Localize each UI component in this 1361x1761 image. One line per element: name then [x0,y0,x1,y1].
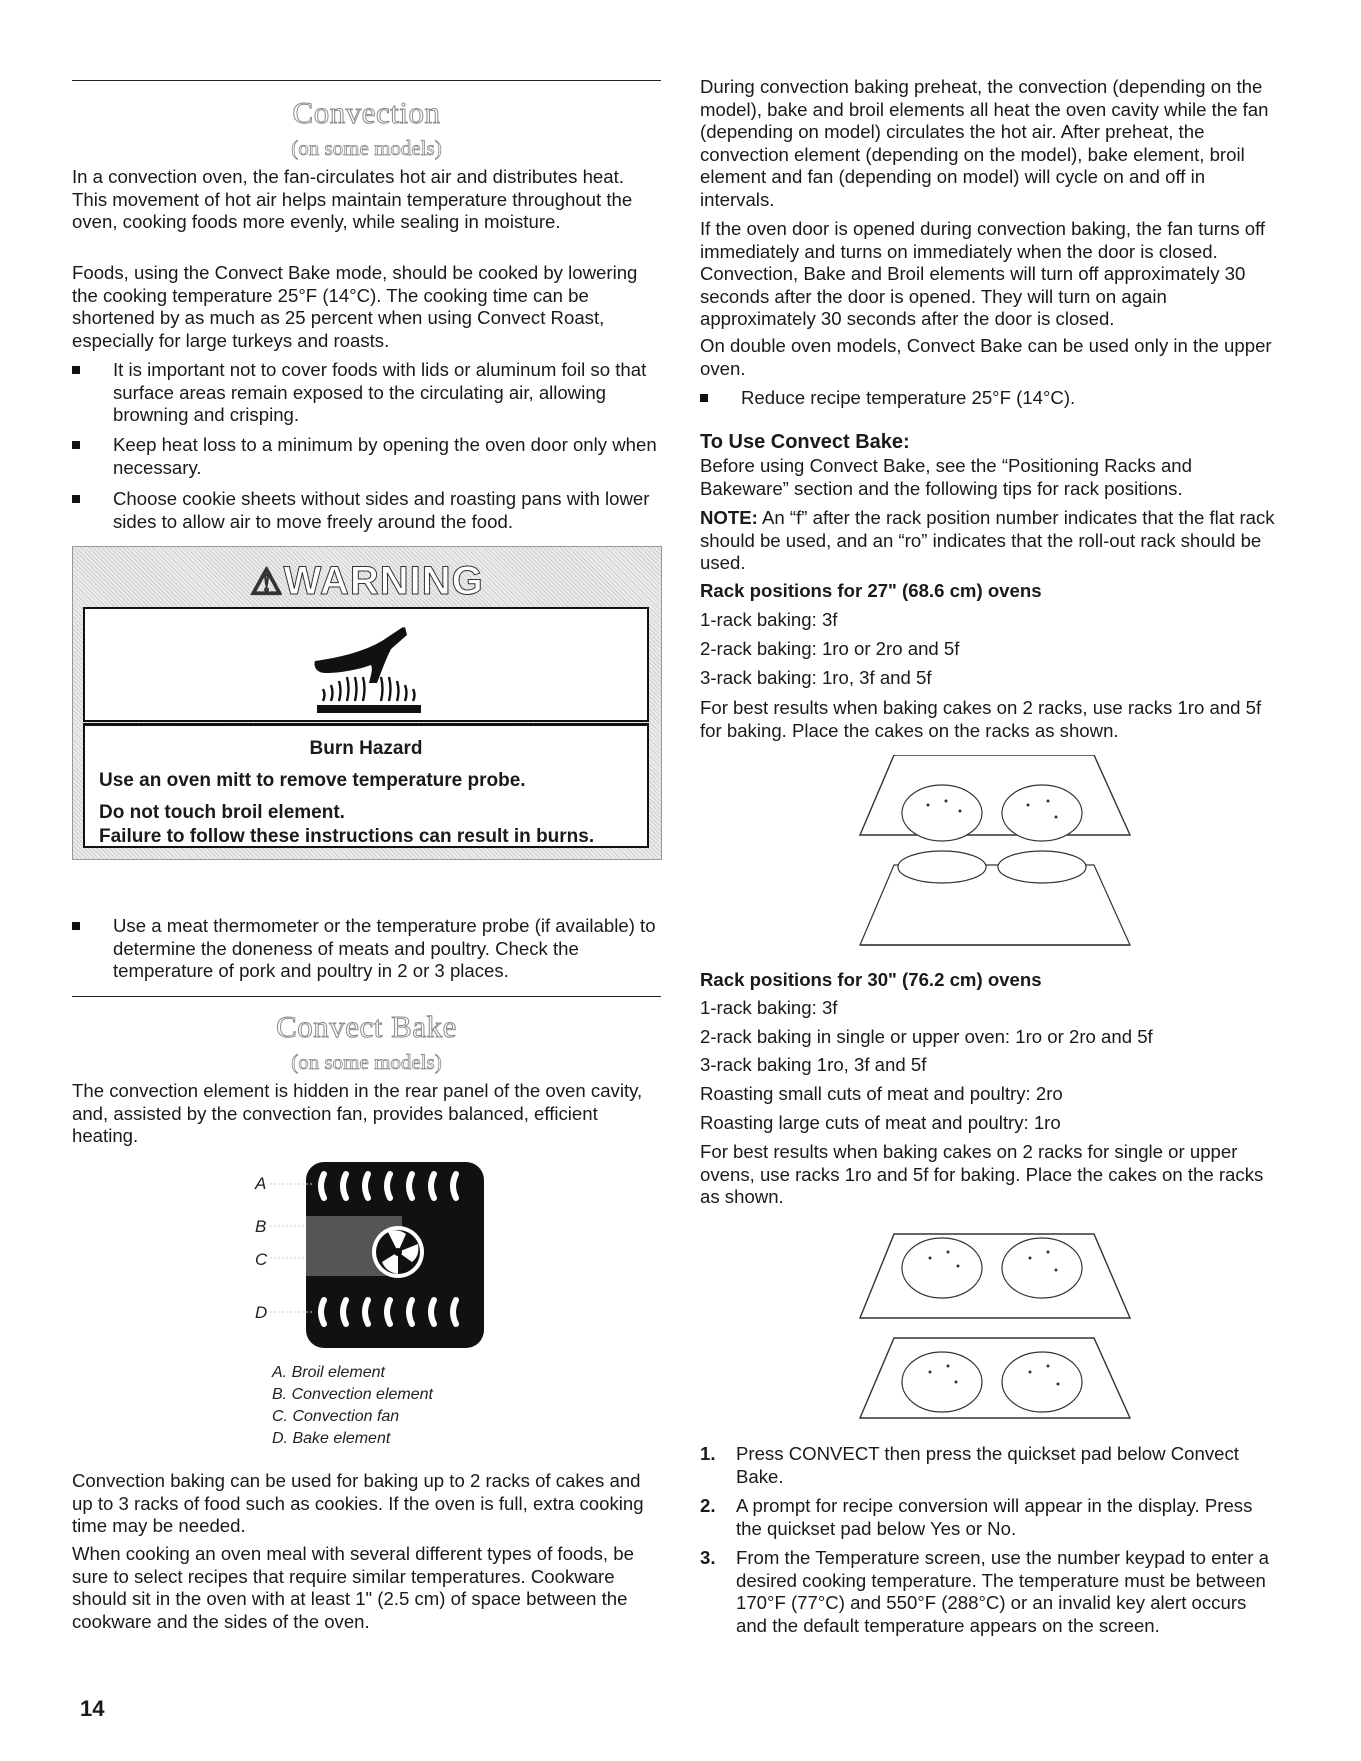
bullet-square-icon [700,394,708,402]
warning-line: Do not touch broil element. [99,802,345,823]
to-use-heading: To Use Convect Bake: [700,431,910,453]
section-rule [72,80,661,81]
bullet-text: It is important not to cover foods with lids or aluminum foil so that surface areas remain exposed to the circulating air, allowing browning and crisping. [113,359,647,425]
label-c: C [255,1250,268,1269]
convection-subtitle: (on some models) [291,136,442,160]
bullet-square-icon [72,495,80,503]
convection-paragraph-1: In a convection oven, the fan-circulates hot air and distributes heat. This movement of hot air helps maintain temperature throughout the oven, cooking foods more evenly, while sealing in moisture. [72,166,633,232]
step-number: 1. [700,1443,716,1464]
bullet-text: Use a meat thermometer or the temperature probe (if available) to determine the doneness of meats and poultry. Check the temperature of pork and poultry in 2 or 3 places. [113,915,656,981]
warning-title-text: WARNING [283,559,484,603]
rack30-line: 2-rack baking in single or upper oven: 1ro or 2ro and 5f [700,1026,1153,1047]
legend-item: C. Convection fan [272,1408,400,1425]
label-a: A [255,1174,267,1193]
convect-bake-subtitle: (on some models) [291,1050,442,1074]
legend-item: D. Bake element [272,1430,391,1447]
list-item [72,359,661,427]
convect-bake-paragraph-1: The convection element is hidden in the rear panel of the oven cavity, and, assisted by the convection fan, provides balanced, efficient heating. [72,1080,643,1146]
step-text: A prompt for recipe conversion will appear in the display. Press the quickset pad below Yes or No. [736,1495,1253,1539]
rack-diagram-30 [850,1222,1140,1428]
step-number: 2. [700,1495,716,1516]
rack27-line: 2-rack baking: 1ro or 2ro and 5f [700,638,960,659]
warning-title [73,559,661,604]
rack30-line: 3-rack baking 1ro, 3f and 5f [700,1054,927,1075]
rack30-line: 1-rack baking: 3f [700,997,838,1018]
convection-title: Convection [292,95,441,130]
oven-elements-diagram [266,1160,486,1350]
list-item [72,488,661,533]
hot-hand-icon [85,609,647,720]
preheat-paragraph: During convection baking preheat, the convection (depending on the model), bake and broil elements all heat the oven cavity while the fan (depending on model) circulates the hot air. After preheat, the convection element (depending on the model), bake element, broil element and fan (depending on model) will cycle on and off in intervals. [700,76,1269,210]
label-d: D [255,1303,268,1322]
note-label: NOTE: [700,507,758,528]
convection-paragraph-2: Foods, using the Convect Bake mode, should be cooked by lowering the cooking temperature 25°F (14°C). The cooking time can be shortened by as much as 25 percent when using Convect Roast, especially for large turkeys and roasts. [72,262,638,351]
rack-diagram-27 [850,755,1140,955]
warning-triangle-icon: ⚠ [250,561,284,602]
door-paragraph: If the oven door is opened during convection baking, the fan turns off immediately and turns on immediately when the door is closed. Convection, Bake and Broil elements will turn off approximately 30 seconds after the door is opened. They will turn on again approximately 30 seconds after the door is closed. [700,218,1266,329]
list-item [72,915,661,983]
warning-text-panel [83,723,649,848]
convect-bake-paragraph-2: Convection baking can be used for baking up to 2 racks of cakes and up to 3 racks of food such as cookies. If the oven is full, extra cooking time may be needed. [72,1470,644,1536]
convect-bake-title: Convect Bake [276,1009,457,1044]
hand-heat-pictogram [83,607,649,722]
rack27-line: 3-rack baking: 1ro, 3f and 5f [700,667,932,688]
rack30-line: Roasting small cuts of meat and poultry: 2ro [700,1083,1063,1104]
step-item [700,1547,1280,1637]
list-item [700,387,1280,410]
warning-line: Failure to follow these instructions can result in burns. [99,826,595,847]
rack30-paragraph: For best results when baking cakes on 2 racks for single or upper ovens, use racks 1ro and 5f for baking. Place the cakes on the racks as shown. [700,1141,1264,1207]
step-item [700,1495,1280,1540]
hazard-heading: Burn Hazard [309,738,423,759]
rack30-heading: Rack positions for 30" (76.2 cm) ovens [700,969,1042,990]
legend-item: B. Convection element [272,1386,433,1403]
step-text: From the Temperature screen, use the number keypad to enter a desired cooking temperature. The temperature must be between 170°F (77°C) and 550°F (288°C) or an invalid key alert occurs and the default temperature appears on the screen. [736,1547,1269,1636]
warning-line: Use an oven mitt to remove temperature probe. [99,770,526,791]
note-paragraph [700,507,1280,575]
bullet-text: Choose cookie sheets without sides and roasting pans with lower sides to allow air to move freely around the food. [113,488,650,532]
section-rule [72,996,661,997]
convect-bake-paragraph-3: When cooking an oven meal with several different types of foods, be sure to select recipes that require similar temperatures. Cookware should sit in the oven with at least 1" (2.5 cm) of space between the cookware and the sides of the oven. [72,1543,634,1632]
rack27-paragraph: For best results when baking cakes on 2 racks, use racks 1ro and 5f for baking. Place the cakes on the racks as shown. [700,697,1262,741]
label-b: B [255,1217,267,1236]
bullet-square-icon [72,922,80,930]
bullet-square-icon [72,441,80,449]
bullet-text: Reduce recipe temperature 25°F (14°C). [741,387,1076,408]
to-use-paragraph: Before using Convect Bake, see the “Positioning Racks and Bakeware” section and the following tips for rack positions. [700,455,1192,499]
rack30-line: Roasting large cuts of meat and poultry: 1ro [700,1112,1061,1133]
burn-hazard-warning [72,546,662,860]
list-item [72,434,661,479]
bullet-square-icon [72,366,80,374]
step-item [700,1443,1280,1488]
bullet-text: Keep heat loss to a minimum by opening the oven door only when necessary. [113,434,657,478]
page-number: 14 [80,1696,105,1721]
step-number: 3. [700,1547,716,1568]
step-text: Press CONVECT then press the quickset pad below Convect Bake. [736,1443,1239,1487]
rack27-line: 1-rack baking: 3f [700,609,838,630]
legend-item: A. Broil element [272,1364,385,1381]
double-oven-paragraph: On double oven models, Convect Bake can be used only in the upper oven. [700,335,1272,379]
note-text: An “f” after the rack position number indicates that the flat rack should be used, and an “ro” indicates that the roll-out rack should be used. [700,507,1275,573]
rack27-heading: Rack positions for 27" (68.6 cm) ovens [700,580,1042,601]
